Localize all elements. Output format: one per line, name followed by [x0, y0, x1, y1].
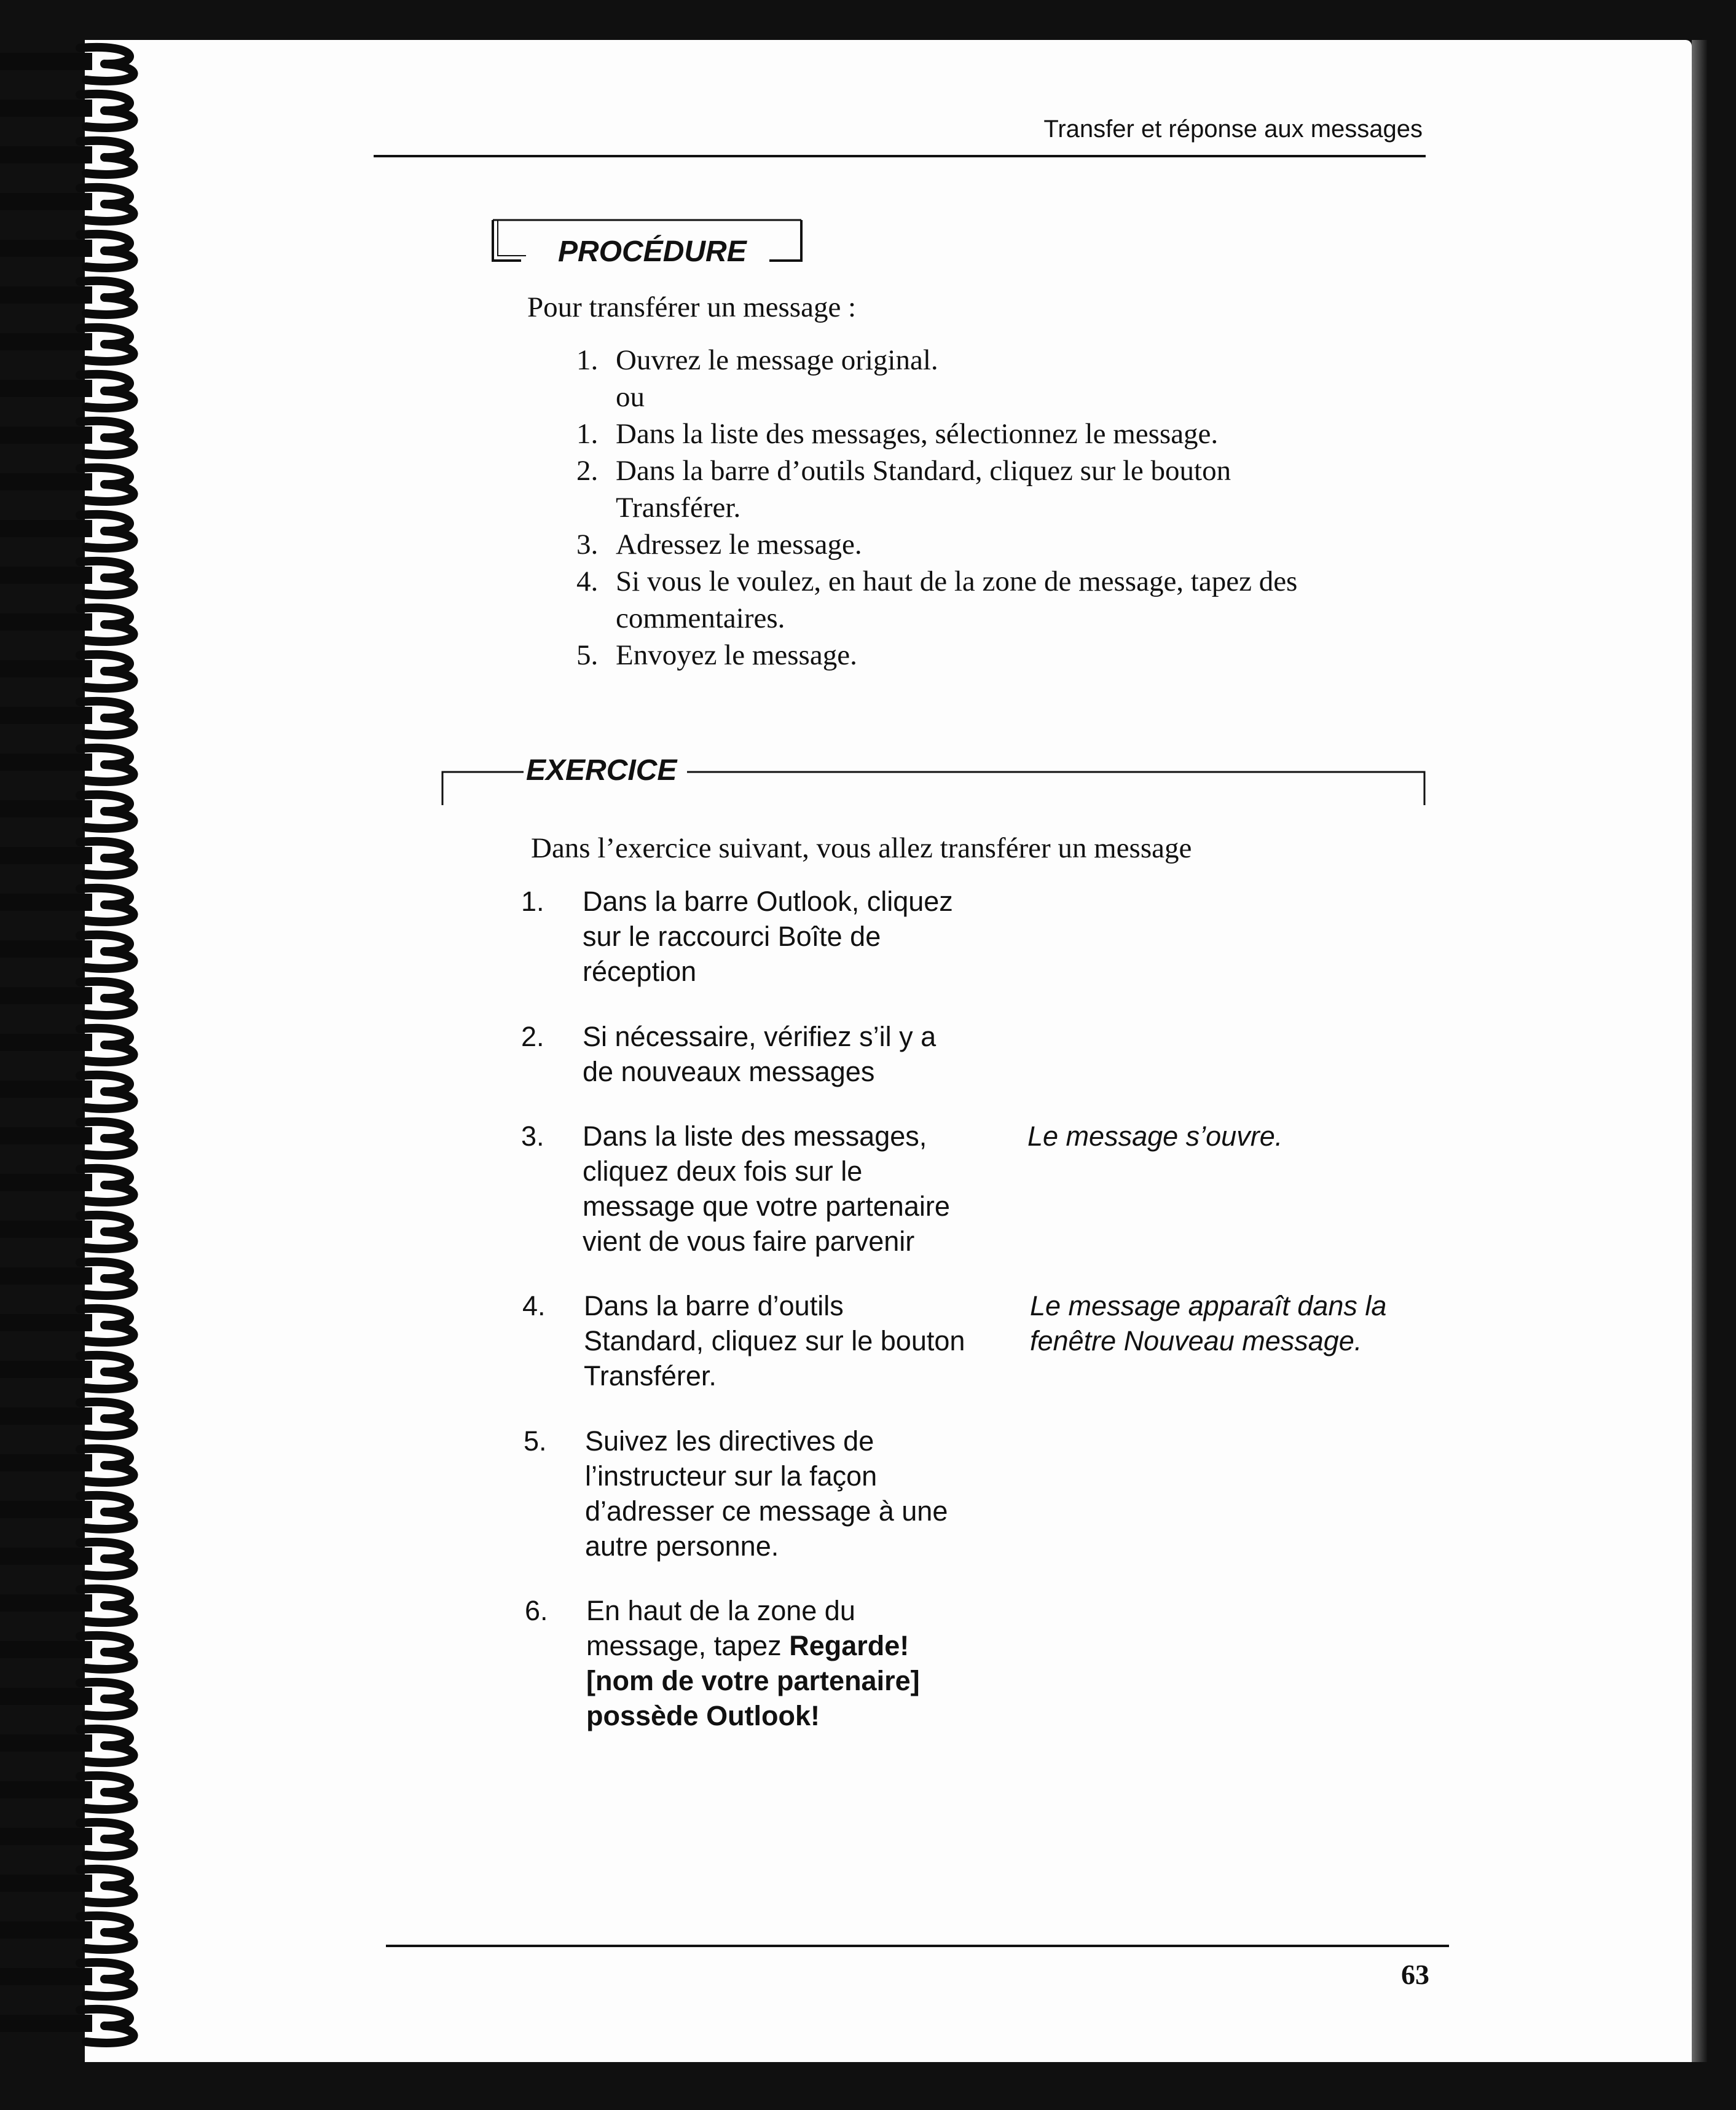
step-number: 3.	[576, 529, 599, 561]
step-line: l’instructeur sur la façon	[585, 1460, 878, 1492]
binding-bar	[0, 800, 92, 817]
binding-bar	[0, 1407, 92, 1425]
step-line: Dans la barre d’outils	[584, 1290, 844, 1321]
step-number: 2.	[521, 1021, 544, 1052]
running-header: Transfer et réponse aux messages	[1043, 116, 1423, 143]
spiral-binding	[0, 37, 160, 2077]
footer-rule	[386, 1945, 1449, 1947]
binding-bar	[0, 987, 92, 1004]
exercise-result-4	[1030, 1288, 1386, 1358]
page-edge-shadow	[1692, 40, 1707, 2062]
step-line: Suivez les directives de	[585, 1425, 874, 1457]
binding-bar	[0, 100, 92, 117]
step-instruction	[583, 884, 1013, 989]
binding-bar	[0, 1688, 92, 1705]
binding-bar	[0, 707, 92, 724]
binding-bar	[0, 286, 92, 304]
binding-bar	[0, 1875, 92, 1892]
result-line: fenêtre Nouveau message.	[1030, 1325, 1362, 1356]
step-line: message, tapez	[586, 1630, 782, 1661]
step-line: Transférer.	[584, 1360, 717, 1392]
binding-bar	[0, 1081, 92, 1098]
binding-bar	[0, 940, 92, 958]
step-number: 4.	[522, 1290, 546, 1321]
step-instruction	[583, 1119, 1013, 1259]
binding-bar	[0, 1828, 92, 1845]
procedure-step-alternative	[576, 379, 1297, 415]
result-line: Le message apparaît dans la	[1030, 1290, 1387, 1321]
binding-bar	[0, 567, 92, 584]
step-line: de nouveaux messages	[583, 1056, 875, 1087]
typed-text: [nom de votre partenaire]	[586, 1665, 920, 1696]
procedure-title: PROCÉDURE	[558, 235, 747, 268]
step-number: 1.	[576, 418, 599, 450]
binding-bar	[0, 1734, 92, 1752]
binding-bar	[0, 1361, 92, 1378]
exercise-title: EXERCICE	[524, 754, 679, 787]
binding-bar	[0, 1221, 92, 1238]
binding-bar	[0, 333, 92, 350]
binding-bar	[0, 473, 92, 490]
typed-text: Regarde!	[789, 1630, 909, 1661]
exercise-intro: Dans l’exercice suivant, vous allez transférer un message	[531, 832, 1192, 864]
typed-text: possède Outlook!	[586, 1700, 820, 1731]
step-line: message que votre partenaire	[583, 1191, 950, 1222]
step-line: commentaires.	[616, 602, 785, 634]
binding-bar	[0, 1501, 92, 1518]
step-instruction	[584, 1288, 1014, 1393]
procedure-step	[576, 563, 1297, 637]
step-line: sur le raccourci Boîte de	[583, 921, 881, 952]
binding-bar	[0, 146, 92, 163]
procedure-step	[576, 526, 1297, 563]
binding-bar	[0, 1454, 92, 1471]
step-number: 4.	[576, 565, 599, 597]
procedure-heading-box	[492, 219, 804, 268]
result-line: Le message s’ouvre.	[1027, 1120, 1283, 1152]
step-line-mixed	[586, 1628, 1016, 1663]
step-instruction	[583, 1019, 1013, 1089]
binding-bar	[0, 1127, 92, 1144]
step-line: Dans la barre Outlook, cliquez	[583, 886, 953, 917]
step-line: Si vous le voulez, en haut de la zone de message, tapez des	[616, 565, 1298, 597]
step-line: Transférer.	[616, 492, 741, 524]
step-line: d’adresser ce message à une	[585, 1495, 948, 1527]
step-line: Dans la liste des messages, sélectionnez le message.	[616, 418, 1219, 450]
step-line: Si nécessaire, vérifiez s’il y a	[583, 1021, 937, 1052]
step-number: 2.	[576, 455, 599, 487]
step-line: autre personne.	[585, 1530, 779, 1562]
binding-bar	[0, 520, 92, 537]
binding-bar	[0, 240, 92, 257]
step-line: En haut de la zone du	[586, 1595, 855, 1626]
binding-bar	[0, 1034, 92, 1051]
procedure-intro: Pour transférer un message :	[527, 291, 857, 323]
binding-bar	[0, 1548, 92, 1565]
header-rule	[374, 155, 1426, 157]
binding-bar	[0, 1267, 92, 1285]
procedure-step	[576, 342, 1297, 379]
binding-bar	[0, 1641, 92, 1658]
binding-bar	[0, 1594, 92, 1612]
procedure-step	[576, 637, 1297, 674]
binding-bar	[0, 754, 92, 771]
step-line: Dans la liste des messages,	[583, 1120, 927, 1152]
step-line: Envoyez le message.	[616, 639, 857, 671]
binding-bar	[0, 427, 92, 444]
binding-bar	[0, 380, 92, 397]
step-instruction	[585, 1423, 1015, 1564]
step-number: 1.	[576, 344, 599, 376]
step-instruction	[586, 1593, 1016, 1733]
step-line: ou	[616, 381, 645, 413]
binding-bar	[0, 2015, 92, 2032]
step-line: Standard, cliquez sur le bouton	[584, 1325, 965, 1356]
binding-bar	[0, 847, 92, 864]
binding-bar	[0, 53, 92, 70]
procedure-step	[576, 415, 1297, 452]
binding-bar	[0, 1174, 92, 1191]
step-line: réception	[583, 956, 697, 987]
binding-bar	[0, 1968, 92, 1985]
step-line: Adressez le message.	[616, 529, 862, 561]
step-number: 3.	[521, 1120, 544, 1152]
binding-bar	[0, 660, 92, 677]
binding-bar	[0, 193, 92, 210]
step-number: 1.	[521, 886, 544, 917]
exercise-result-3	[1027, 1119, 1282, 1154]
binding-bar	[0, 894, 92, 911]
binding-bar	[0, 1314, 92, 1331]
step-number: 6.	[525, 1595, 548, 1626]
binding-bar	[0, 1781, 92, 1798]
step-line: vient de vous faire parvenir	[583, 1226, 915, 1257]
step-line: cliquez deux fois sur le	[583, 1155, 863, 1187]
step-number: 5.	[524, 1425, 547, 1457]
step-line: Dans la barre d’outils Standard, cliquez sur le bouton	[616, 455, 1231, 487]
step-line: Ouvrez le message original.	[616, 344, 938, 376]
procedure-step	[576, 452, 1297, 526]
binding-bar	[0, 1921, 92, 1939]
procedure-steps	[576, 342, 1297, 674]
page-number: 63	[1401, 1959, 1429, 1990]
step-number: 5.	[576, 639, 599, 671]
binding-bar	[0, 613, 92, 631]
